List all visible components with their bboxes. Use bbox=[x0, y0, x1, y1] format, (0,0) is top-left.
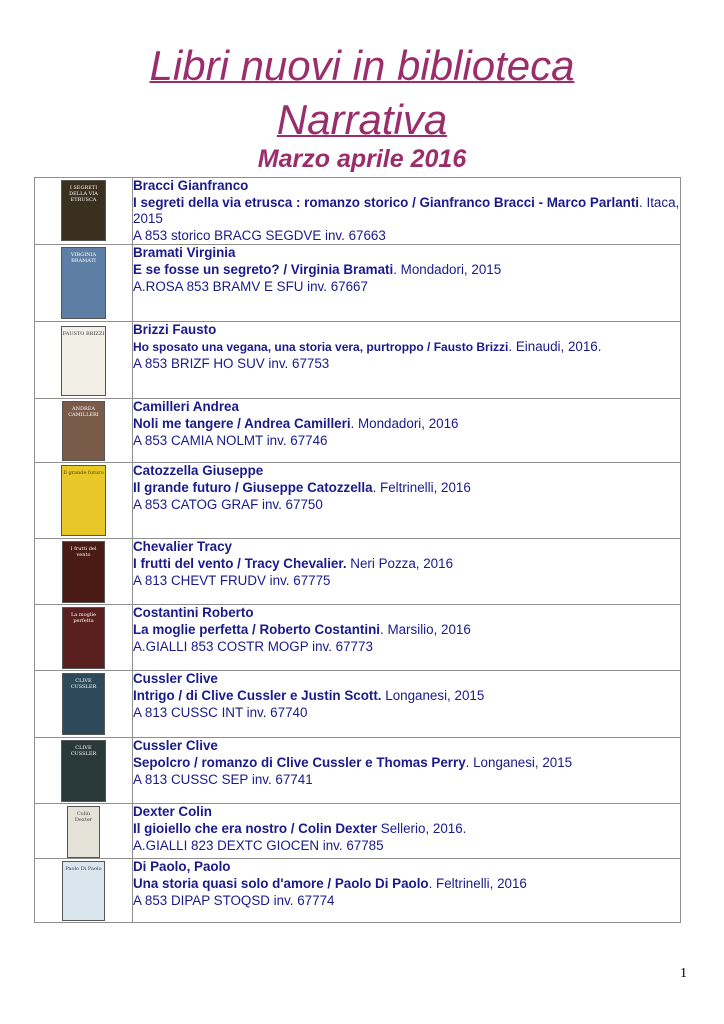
book-title: Una storia quasi solo d'amore / Paolo Di Paolo bbox=[133, 875, 429, 891]
book-cover-image: VIRGINIA BRAMATI bbox=[61, 247, 106, 319]
book-shelfmark: A 853 CATOG GRAF inv. 67750 bbox=[133, 496, 323, 512]
book-publisher: . Longanesi, 2015 bbox=[465, 754, 573, 770]
table-row bbox=[35, 605, 681, 671]
table-row bbox=[35, 859, 681, 923]
table-row bbox=[35, 322, 681, 399]
book-author: Catozzella Giuseppe bbox=[133, 463, 264, 479]
table-row bbox=[35, 463, 681, 539]
book-shelfmark: A 853 storico BRACG SEGDVE inv. 67663 bbox=[133, 227, 386, 243]
book-info bbox=[133, 399, 681, 463]
book-cover-image: I frutti del vento bbox=[62, 541, 105, 603]
book-cover-image: CLIVE CUSSLER bbox=[61, 740, 106, 802]
book-shelfmark: A.GIALLI 823 DEXTC GIOCEN inv. 67785 bbox=[133, 837, 384, 853]
cover-cell bbox=[35, 804, 133, 859]
book-cover-image: Colin Dexter bbox=[67, 806, 100, 858]
cover-cell bbox=[35, 671, 133, 738]
cover-cell bbox=[35, 245, 133, 322]
book-publisher: Longanesi, 2015 bbox=[381, 687, 485, 703]
book-title: Intrigo / di Clive Cussler e Justin Scott. bbox=[133, 687, 382, 703]
book-shelfmark: A 813 CHEVT FRUDV inv. 67775 bbox=[133, 572, 331, 588]
book-info bbox=[133, 738, 681, 804]
book-publisher: Neri Pozza, 2016 bbox=[346, 555, 454, 571]
books-table bbox=[34, 177, 681, 923]
book-author: Cussler Clive bbox=[133, 738, 218, 754]
book-publisher: . Mondadori, 2016 bbox=[350, 415, 459, 431]
cover-cell bbox=[35, 859, 133, 923]
book-cover-image: Paolo Di Paolo bbox=[62, 861, 105, 921]
book-author: Dexter Colin bbox=[133, 804, 212, 820]
book-title: Ho sposato una vegana, una storia vera, purtroppo / Fausto Brizzi bbox=[133, 339, 509, 354]
book-author: Bramati Virginia bbox=[133, 245, 236, 261]
book-publisher: . Feltrinelli, 2016 bbox=[372, 479, 471, 495]
table-row bbox=[35, 399, 681, 463]
book-author: Brizzi Fausto bbox=[133, 322, 217, 338]
book-cover-image: CLIVE CUSSLER bbox=[62, 673, 105, 735]
cover-cell bbox=[35, 399, 133, 463]
book-shelfmark: A 853 CAMIA NOLMT inv. 67746 bbox=[133, 432, 328, 448]
book-info bbox=[133, 804, 681, 859]
cover-cell bbox=[35, 605, 133, 671]
book-title: Il grande futuro / Giuseppe Catozzella bbox=[133, 479, 373, 495]
book-cover-image: I SEGRETI DELLA VIA ETRUSCA bbox=[61, 180, 106, 241]
book-title: Noli me tangere / Andrea Camilleri bbox=[133, 415, 351, 431]
book-publisher: . Marsilio, 2016 bbox=[380, 621, 471, 637]
book-publisher: . Feltrinelli, 2016 bbox=[428, 875, 527, 891]
book-title: I frutti del vento / Tracy Chevalier. bbox=[133, 555, 347, 571]
cover-cell bbox=[35, 738, 133, 804]
book-cover-image: ANDREA CAMILLERI bbox=[62, 401, 105, 461]
page-number: 1 bbox=[680, 966, 687, 981]
book-publisher: . Einaudi, 2016. bbox=[508, 338, 602, 354]
book-title: I segreti della via etrusca : romanzo storico / Gianfranco Bracci - Marco Parlanti bbox=[133, 194, 640, 210]
table-row bbox=[35, 539, 681, 605]
book-title: La moglie perfetta / Roberto Costantini bbox=[133, 621, 381, 637]
book-info bbox=[133, 859, 681, 923]
cover-cell bbox=[35, 178, 133, 245]
cover-cell bbox=[35, 463, 133, 539]
book-shelfmark: A 853 DIPAP STOQSD inv. 67774 bbox=[133, 892, 335, 908]
book-info bbox=[133, 539, 681, 605]
book-shelfmark: A.GIALLI 853 COSTR MOGP inv. 67773 bbox=[133, 638, 373, 654]
table-row bbox=[35, 738, 681, 804]
book-info bbox=[133, 671, 681, 738]
table-row bbox=[35, 245, 681, 322]
book-info bbox=[133, 605, 681, 671]
table-row bbox=[35, 804, 681, 859]
book-shelfmark: A 813 CUSSC SEP inv. 67741 bbox=[133, 771, 313, 787]
book-shelfmark: A 813 CUSSC INT inv. 67740 bbox=[133, 704, 308, 720]
book-info bbox=[133, 178, 681, 245]
book-shelfmark: A 853 BRIZF HO SUV inv. 67753 bbox=[133, 355, 330, 371]
page-subtitle: Marzo aprile 2016 bbox=[257, 145, 467, 173]
book-cover-image: Il grande futuro bbox=[61, 465, 106, 536]
table-row bbox=[35, 178, 681, 245]
book-info bbox=[133, 245, 681, 322]
book-shelfmark: A.ROSA 853 BRAMV E SFU inv. 67667 bbox=[133, 278, 368, 294]
cover-cell bbox=[35, 539, 133, 605]
book-author: Cussler Clive bbox=[133, 671, 218, 687]
book-author: Di Paolo, Paolo bbox=[133, 859, 231, 875]
book-cover-image: La moglie perfetta bbox=[62, 607, 105, 669]
book-author: Bracci Gianfranco bbox=[133, 178, 249, 193]
book-title: Il gioiello che era nostro / Colin Dexter bbox=[133, 820, 378, 836]
book-cover-image: FAUSTO BRIZZI bbox=[61, 326, 106, 396]
book-publisher: . Itaca, 2015 bbox=[133, 194, 680, 227]
cover-cell bbox=[35, 322, 133, 399]
page-title: Libri nuovi in biblioteca bbox=[149, 42, 575, 89]
book-title: Sepolcro / romanzo di Clive Cussler e Thomas Perry bbox=[133, 754, 466, 770]
book-author: Camilleri Andrea bbox=[133, 399, 239, 415]
book-info bbox=[133, 322, 681, 399]
book-title: E se fosse un segreto? / Virginia Bramati bbox=[133, 261, 394, 277]
book-author: Costantini Roberto bbox=[133, 605, 254, 621]
book-publisher: . Mondadori, 2015 bbox=[393, 261, 502, 277]
book-author: Chevalier Tracy bbox=[133, 539, 233, 555]
book-info bbox=[133, 463, 681, 539]
table-row bbox=[35, 671, 681, 738]
page-title-category: Narrativa bbox=[276, 96, 448, 143]
book-publisher: Sellerio, 2016. bbox=[377, 820, 467, 836]
